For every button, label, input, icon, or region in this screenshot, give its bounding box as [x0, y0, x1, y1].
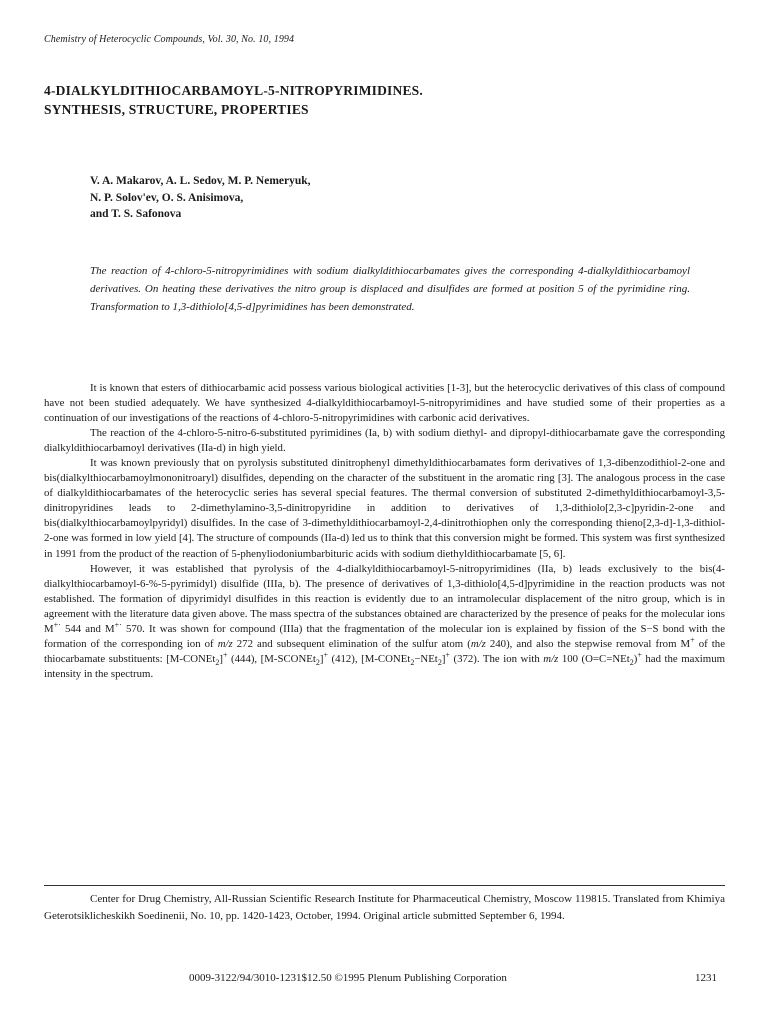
paragraph-4: However, it was established that pyrolysis of the 4-dialkyldithiocarbamoyl-5-nitropyrimidines (IIa, b) leads exclusively to the bis(4-dialkylthiocarbamoyl-6-%-5-pyrimidyl) disulfide (IIIa, b). The presence of derivatives of 1,3-dithiolo[4,5-d]pyrimidine in the reaction products was not established. The formation of dipyrimidyl disulfides in this reaction is evidently due to an intramolecular displacement of the nitro group, which is in agreement with the literature data given above. The mass spectra of the substances obtained are characterized by the presence of peaks for the molecular ions M+· 544 and M+· 570. It was shown for compound (IIIa) that the fragmentation of the molecular ion is explained by fission of the S−S bond with the formation of the corresponding ion of m/z 272 and subsequent elimination of the sulfur atom (m/z 240), and also the stepwise removal from M+ of the thiocarbamate substituents: [M-CONEt$_2$]+ (444), [M-SCONEt$_2$]+ (412), [M-CONEt$_2$−NEt$_2$]+ (372). The ion with m/z 100 (O=C=NEt$_2$)+ had the maximum intensity in the spectrum.	[44, 562, 726, 680]
title-line-2: SYNTHESIS, STRUCTURE, PROPERTIES	[44, 102, 309, 117]
paragraph-2: The reaction of the 4-chloro-5-nitro-6-substituted pyrimidines (Ia, b) with sodium diethyl- and dipropyl-dithiocarbamate gave the corresponding dialkyldithiocarbamoyl derivatives (IIa-d) in high yield.	[44, 427, 725, 455]
footnote	[44, 891, 725, 924]
article-title	[44, 81, 684, 119]
journal-header: Chemistry of Heterocyclic Compounds, Vol. 30, No. 10, 1994	[44, 34, 295, 45]
authors-line-3: and T. S. Safonova	[90, 208, 182, 220]
abstract: The reaction of 4-chloro-5-nitropyrimidines with sodium dialkyldithiocarbamates gives the corresponding 4-dialkyldithiocarbamoyl derivatives. On heating these derivatives the nitro group is displaced and disulfides are formed at position 5 of the pyrimidine ring. Transformation to 1,3-dithiolo[4,5-d]pyrimidines has been demonstrated.	[90, 265, 690, 313]
footnote-divider	[44, 885, 725, 886]
paragraph-3: It was known previously that on pyrolysis substituted dinitrophenyl dimethyldithiocarbamates form derivatives of 1,3-dibenzodithiol-2-one and bis(dialkylthiocarbamoylmononitroaryl) disulfides, depending on the character of the substituent in the aromatic ring [3]. The analogous process in the case of dialkyldithiocarbamates of the heterocyclic series has several special features. The thermal conversion of substituted 2-dimethyldithiocarbamoyl-3,5-dinitropyridines leads to 2-dimethylamino-3,5-dinitropyridine in addition to derivatives of 1,3-dithiolo[2,3-c]pyridin-2-one and bis(dialkylthiocarbamoylpyridyl) disulfides. In the case of 3-dimethyldithiocarbamoyl-2,4-dinitrothiophen only the corresponding thieno[2,3-d]-1,3-dithiol-2-one was formed in low yield [4]. The structure of compounds (IIa-d) led us to think that this conversion might be formed. This system was first synthesized in 1991 from the product of the reaction of 5-phenyliodoniumbarbituric acids with sodium diethyldithiocarbamate [5, 6].	[44, 457, 725, 560]
footnote-text: Center for Drug Chemistry, All-Russian Scientific Research Institute for Pharmaceutical Chemistry, Moscow 119815. Translated from Khimiya Geterotsiklicheskikh Soedinenii, No. 10, pp. 1420-1423, October, 1994. Original article submitted September 6, 1994.	[44, 893, 725, 922]
page-number: 1231	[695, 972, 717, 984]
author-list	[90, 173, 311, 223]
title-line-1: 4-DIALKYLDITHIOCARBAMOYL-5-NITROPYRIMIDINES.	[44, 83, 423, 98]
paragraph-1: It is known that esters of dithiocarbamic acid possess various biological activities [1-3], but the heterocyclic derivatives of this class of compound have not been studied adequately. We have synthesized 4-dialkyldithiocarbamoyl-5-nitropyrimidines and have studied some of their properties as a continuation of our investigations of the reactions of 4-chloro-5-nitropyrimidines with carbonic acid derivatives.	[44, 382, 725, 425]
footer-copyright: 0009-3122/94/3010-1231$12.50 ©1995 Plenum Publishing Corporation	[189, 972, 507, 984]
body-text	[44, 381, 725, 682]
authors-line-1: V. A. Makarov, A. L. Sedov, M. P. Nemeryuk,	[90, 175, 311, 187]
authors-line-2: N. P. Solov'ev, O. S. Anisimova,	[90, 191, 244, 204]
